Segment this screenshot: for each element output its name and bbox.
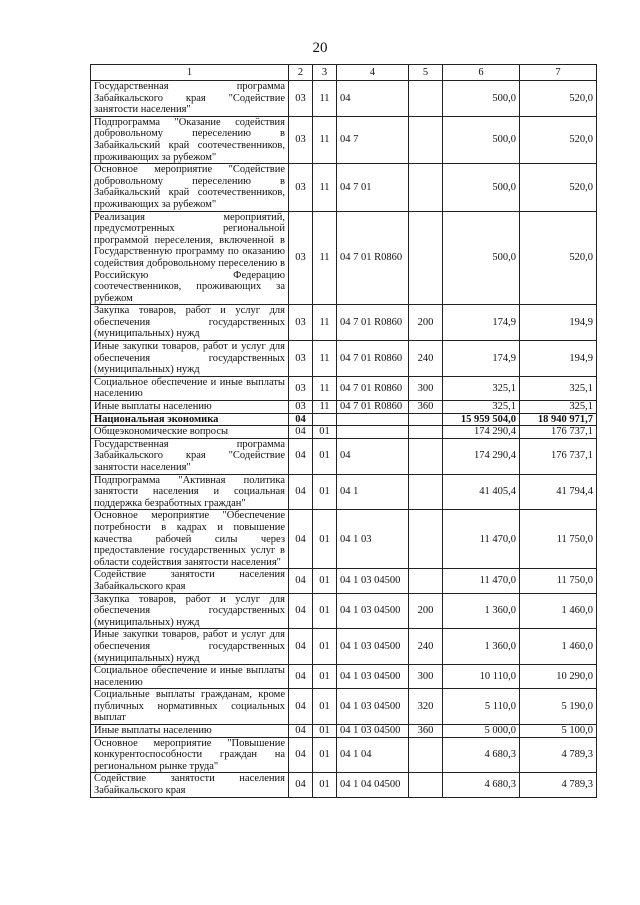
target-article-cell: 04 1 04 04500 <box>337 773 409 797</box>
amount-year-1-cell: 41 405,4 <box>443 474 520 510</box>
section-code-cell: 04 <box>289 665 313 689</box>
item-name-cell: Государственная программа Забайкальского края "Содействие занятости населения" <box>91 438 289 474</box>
amount-year-2-cell: 520,0 <box>520 211 597 305</box>
section-code-cell: 04 <box>289 737 313 773</box>
amount-year-2-cell: 4 789,3 <box>520 737 597 773</box>
amount-year-1-cell: 11 470,0 <box>443 569 520 593</box>
table-row <box>91 689 597 725</box>
target-article-cell: 04 1 03 04500 <box>337 569 409 593</box>
item-name-cell: Социальные выплаты гражданам, кроме публичных нормативных социальных выплат <box>91 689 289 725</box>
item-name-cell: Социальное обеспечение и иные выплаты населению <box>91 376 289 400</box>
table-row <box>91 569 597 593</box>
amount-year-2-cell: 194,9 <box>520 305 597 341</box>
item-name-cell: Иные выплаты населению <box>91 401 289 414</box>
amount-year-1-cell: 10 110,0 <box>443 665 520 689</box>
amount-year-2-cell: 520,0 <box>520 116 597 163</box>
amount-year-1-cell: 174,9 <box>443 305 520 341</box>
item-name-cell: Подпрограмма "Активная политика занятости населения и социальная поддержка безработных граждан" <box>91 474 289 510</box>
expense-type-cell: 240 <box>409 629 443 665</box>
expense-type-cell <box>409 116 443 163</box>
amount-year-1-cell: 5 110,0 <box>443 689 520 725</box>
target-article-cell: 04 1 03 04500 <box>337 689 409 725</box>
section-code-cell: 03 <box>289 341 313 377</box>
table-row <box>91 376 597 400</box>
subsection-code-cell: 01 <box>313 665 337 689</box>
amount-year-2-cell: 5 190,0 <box>520 689 597 725</box>
subsection-code-cell: 11 <box>313 341 337 377</box>
table-row <box>91 426 597 439</box>
expense-type-cell <box>409 164 443 211</box>
amount-year-2-cell: 11 750,0 <box>520 510 597 569</box>
amount-year-1-cell: 174 290,4 <box>443 438 520 474</box>
amount-year-2-cell: 194,9 <box>520 341 597 377</box>
subsection-code-cell <box>313 413 337 426</box>
target-article-cell: 04 1 <box>337 474 409 510</box>
section-code-cell: 04 <box>289 438 313 474</box>
subsection-code-cell: 11 <box>313 376 337 400</box>
amount-year-1-cell: 11 470,0 <box>443 510 520 569</box>
target-article-cell: 04 7 01 R0860 <box>337 401 409 414</box>
amount-year-1-cell: 4 680,3 <box>443 773 520 797</box>
target-article-cell: 04 1 03 04500 <box>337 665 409 689</box>
amount-year-1-cell: 500,0 <box>443 211 520 305</box>
subsection-code-cell: 01 <box>313 629 337 665</box>
target-article-cell: 04 7 01 R0860 <box>337 341 409 377</box>
subsection-code-cell: 11 <box>313 401 337 414</box>
item-name-cell: Подпрограмма "Оказание содействия добровольному переселению в Забайкальский край соотечественников, проживающих за рубежом" <box>91 116 289 163</box>
item-name-cell: Иные закупки товаров, работ и услуг для обеспечения государственных (муниципальных) нужд <box>91 341 289 377</box>
target-article-cell: 04 1 03 <box>337 510 409 569</box>
expense-type-cell <box>409 413 443 426</box>
section-code-cell: 03 <box>289 376 313 400</box>
item-name-cell: Государственная программа Забайкальского края "Содействие занятости населения" <box>91 81 289 117</box>
expense-type-cell <box>409 569 443 593</box>
section-code-cell: 03 <box>289 116 313 163</box>
section-code-cell: 03 <box>289 81 313 117</box>
header-cell: 6 <box>443 65 520 81</box>
subsection-code-cell: 01 <box>313 426 337 439</box>
item-name-cell: Содействие занятости населения Забайкальского края <box>91 773 289 797</box>
target-article-cell: 04 7 01 <box>337 164 409 211</box>
amount-year-2-cell: 11 750,0 <box>520 569 597 593</box>
amount-year-1-cell: 174,9 <box>443 341 520 377</box>
amount-year-1-cell: 174 290,4 <box>443 426 520 439</box>
amount-year-2-cell: 176 737,1 <box>520 426 597 439</box>
header-cell: 4 <box>337 65 409 81</box>
item-name-cell: Иные закупки товаров, работ и услуг для обеспечения государственных (муниципальных) нужд <box>91 629 289 665</box>
table-row <box>91 211 597 305</box>
page-number: 20 <box>312 40 328 56</box>
amount-year-1-cell: 325,1 <box>443 376 520 400</box>
amount-year-1-cell: 5 000,0 <box>443 725 520 738</box>
amount-year-2-cell: 1 460,0 <box>520 629 597 665</box>
table-row <box>91 164 597 211</box>
subsection-code-cell: 01 <box>313 773 337 797</box>
amount-year-1-cell: 500,0 <box>443 116 520 163</box>
subsection-code-cell: 01 <box>313 569 337 593</box>
expense-type-cell: 320 <box>409 689 443 725</box>
target-article-cell <box>337 413 409 426</box>
table-row <box>91 413 597 426</box>
target-article-cell: 04 7 <box>337 116 409 163</box>
header-cell: 5 <box>409 65 443 81</box>
item-name-cell: Общеэкономические вопросы <box>91 426 289 439</box>
section-code-cell: 03 <box>289 164 313 211</box>
budget-table <box>90 64 597 798</box>
expense-type-cell: 360 <box>409 725 443 738</box>
table-row <box>91 401 597 414</box>
subsection-code-cell: 01 <box>313 474 337 510</box>
subsection-code-cell: 01 <box>313 737 337 773</box>
subsection-code-cell: 11 <box>313 164 337 211</box>
expense-type-cell: 300 <box>409 665 443 689</box>
subsection-code-cell: 01 <box>313 593 337 629</box>
subsection-code-cell: 11 <box>313 211 337 305</box>
section-code-cell: 04 <box>289 689 313 725</box>
expense-type-cell <box>409 510 443 569</box>
table-row <box>91 438 597 474</box>
table-body <box>91 81 597 798</box>
header-cell: 1 <box>91 65 289 81</box>
target-article-cell: 04 <box>337 81 409 117</box>
expense-type-cell: 360 <box>409 401 443 414</box>
table-row <box>91 341 597 377</box>
section-code-cell: 04 <box>289 413 313 426</box>
target-article-cell: 04 1 03 04500 <box>337 593 409 629</box>
target-article-cell: 04 1 03 04500 <box>337 629 409 665</box>
section-code-cell: 03 <box>289 305 313 341</box>
expense-type-cell <box>409 474 443 510</box>
amount-year-2-cell: 325,1 <box>520 401 597 414</box>
section-code-cell: 04 <box>289 474 313 510</box>
expense-type-cell <box>409 211 443 305</box>
expense-type-cell <box>409 773 443 797</box>
expense-type-cell: 200 <box>409 305 443 341</box>
subsection-code-cell: 01 <box>313 510 337 569</box>
amount-year-2-cell: 520,0 <box>520 81 597 117</box>
amount-year-2-cell: 520,0 <box>520 164 597 211</box>
target-article-cell <box>337 426 409 439</box>
section-code-cell: 04 <box>289 773 313 797</box>
expense-type-cell: 300 <box>409 376 443 400</box>
amount-year-2-cell: 4 789,3 <box>520 773 597 797</box>
amount-year-2-cell: 1 460,0 <box>520 593 597 629</box>
table-row <box>91 725 597 738</box>
expense-type-cell <box>409 81 443 117</box>
subsection-code-cell: 11 <box>313 305 337 341</box>
table-row <box>91 510 597 569</box>
amount-year-2-cell: 5 100,0 <box>520 725 597 738</box>
target-article-cell: 04 7 01 R0860 <box>337 376 409 400</box>
table-row <box>91 116 597 163</box>
item-name-cell: Реализация мероприятий, предусмотренных региональной программой переселения, включенной в Государственную программу по оказанию содействия добровольному переселению в Российскую Федерацию соотечественников, проживающих за рубежом <box>91 211 289 305</box>
table-row <box>91 629 597 665</box>
item-name-cell: Иные выплаты населению <box>91 725 289 738</box>
subsection-code-cell: 01 <box>313 725 337 738</box>
target-article-cell: 04 7 01 R0860 <box>337 305 409 341</box>
table-row <box>91 593 597 629</box>
amount-year-1-cell: 500,0 <box>443 164 520 211</box>
item-name-cell: Социальное обеспечение и иные выплаты населению <box>91 665 289 689</box>
item-name-cell: Национальная экономика <box>91 413 289 426</box>
amount-year-2-cell: 18 940 971,7 <box>520 413 597 426</box>
amount-year-2-cell: 41 794,4 <box>520 474 597 510</box>
amount-year-2-cell: 325,1 <box>520 376 597 400</box>
subsection-code-cell: 11 <box>313 116 337 163</box>
expense-type-cell <box>409 737 443 773</box>
item-name-cell: Закупка товаров, работ и услуг для обеспечения государственных (муниципальных) нужд <box>91 593 289 629</box>
table-row <box>91 81 597 117</box>
target-article-cell: 04 1 03 04500 <box>337 725 409 738</box>
subsection-code-cell: 01 <box>313 438 337 474</box>
section-code-cell: 04 <box>289 725 313 738</box>
header-cell: 7 <box>520 65 597 81</box>
target-article-cell: 04 1 04 <box>337 737 409 773</box>
amount-year-1-cell: 500,0 <box>443 81 520 117</box>
header-row <box>91 65 597 81</box>
subsection-code-cell: 11 <box>313 81 337 117</box>
section-code-cell: 04 <box>289 510 313 569</box>
section-code-cell: 04 <box>289 569 313 593</box>
table-row <box>91 737 597 773</box>
section-code-cell: 03 <box>289 211 313 305</box>
target-article-cell: 04 7 01 R0860 <box>337 211 409 305</box>
item-name-cell: Основное мероприятие "Содействие добровольному переселению в Забайкальский край соотечественников, проживающих за рубежом" <box>91 164 289 211</box>
expense-type-cell: 200 <box>409 593 443 629</box>
amount-year-1-cell: 4 680,3 <box>443 737 520 773</box>
expense-type-cell: 240 <box>409 341 443 377</box>
section-code-cell: 04 <box>289 426 313 439</box>
table-row <box>91 773 597 797</box>
expense-type-cell <box>409 426 443 439</box>
item-name-cell: Закупка товаров, работ и услуг для обеспечения государственных (муниципальных) нужд <box>91 305 289 341</box>
amount-year-1-cell: 1 360,0 <box>443 593 520 629</box>
section-code-cell: 03 <box>289 401 313 414</box>
subsection-code-cell: 01 <box>313 689 337 725</box>
amount-year-2-cell: 10 290,0 <box>520 665 597 689</box>
item-name-cell: Основное мероприятие "Повышение конкурентоспособности граждан на региональном рынке труда" <box>91 737 289 773</box>
amount-year-2-cell: 176 737,1 <box>520 438 597 474</box>
item-name-cell: Основное мероприятие "Обеспечение потребности в кадрах и повышение качества рабочей силы через предоставление государственных услуг в области содействия занятости населения" <box>91 510 289 569</box>
amount-year-1-cell: 1 360,0 <box>443 629 520 665</box>
section-code-cell: 04 <box>289 593 313 629</box>
header-cell: 2 <box>289 65 313 81</box>
amount-year-1-cell: 15 959 504,0 <box>443 413 520 426</box>
table-row <box>91 474 597 510</box>
table-row <box>91 305 597 341</box>
target-article-cell: 04 <box>337 438 409 474</box>
section-code-cell: 04 <box>289 629 313 665</box>
item-name-cell: Содействие занятости населения Забайкальского края <box>91 569 289 593</box>
table-row <box>91 665 597 689</box>
amount-year-1-cell: 325,1 <box>443 401 520 414</box>
expense-type-cell <box>409 438 443 474</box>
header-cell: 3 <box>313 65 337 81</box>
